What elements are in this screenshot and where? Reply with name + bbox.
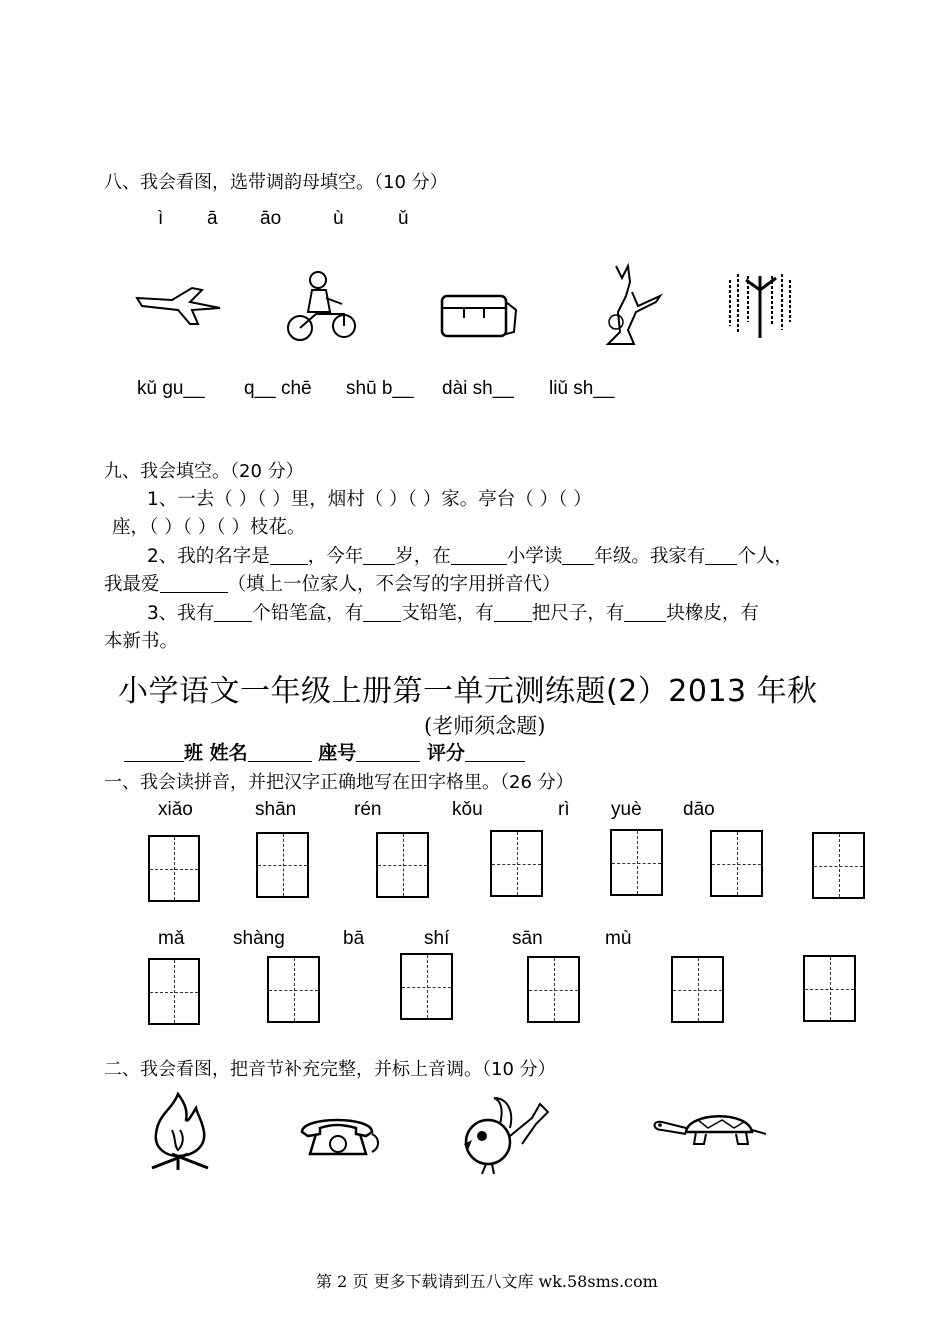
pinyin-ma: mǎ xyxy=(158,928,185,949)
fire-icon xyxy=(148,1090,212,1172)
kangaroo-icon xyxy=(598,262,664,350)
q3-text-a: 3、我有 xyxy=(147,603,215,624)
test-title: 小学语文一年级上册第一单元测练题(2）2013 年秋 xyxy=(118,674,818,709)
class-blank[interactable] xyxy=(124,742,184,762)
page-footer: 第 2 页 更多下载请到五八文库 wk.58sms.com xyxy=(316,1272,658,1291)
pinyin-san: sān xyxy=(512,928,543,949)
seat-label: 座号 xyxy=(318,742,357,764)
q2-text-a: 2、我的名字是 xyxy=(147,546,270,567)
school-bag-icon xyxy=(438,288,520,340)
class-label: 班 xyxy=(184,742,204,764)
pencil-blank[interactable] xyxy=(363,603,401,623)
section8-heading: 八、我会看图，选带调韵母填空。（10 分） xyxy=(104,172,448,193)
tianzige-box[interactable] xyxy=(490,830,543,897)
willow-tree-icon xyxy=(720,266,800,342)
pinyin-ba: bā xyxy=(343,928,365,949)
tianzige-box[interactable] xyxy=(148,958,200,1025)
tianzige-box[interactable] xyxy=(710,830,763,897)
option-u3: ǔ xyxy=(398,208,409,229)
option-u: ù xyxy=(333,208,344,229)
pinyin-yue: yuè xyxy=(611,799,642,820)
q3-line1 xyxy=(147,599,759,625)
pinyin-shang: shàng xyxy=(233,928,285,949)
pinyin-dao: dāo xyxy=(683,799,715,820)
answer-2: q__ chē xyxy=(244,378,312,399)
pinyin-xiao: xiǎo xyxy=(158,799,193,820)
pinyin-shan: shān xyxy=(255,799,297,820)
answer-4: dài sh__ xyxy=(442,378,514,399)
name-blank[interactable] xyxy=(270,546,308,566)
section9-heading: 九、我会填空。（20 分） xyxy=(104,461,304,482)
pinyin-kou: kǒu xyxy=(452,799,483,820)
answer-1: kǔ gu__ xyxy=(137,378,205,399)
q2-text-c: 岁，在 xyxy=(395,546,451,567)
q3-text-c: 支铅笔，有 xyxy=(401,603,494,624)
pinyin-mu: mù xyxy=(605,928,632,949)
school-blank[interactable] xyxy=(451,546,507,566)
family-count-blank[interactable] xyxy=(705,546,737,566)
q3-text-b: 个铅笔盒，有 xyxy=(252,603,364,624)
airplane-icon xyxy=(132,280,222,330)
ruler-blank[interactable] xyxy=(494,603,532,623)
q3-line2: 本新书。 xyxy=(104,631,179,652)
telephone-icon xyxy=(296,1108,382,1160)
score-label: 评分 xyxy=(426,742,465,764)
q2-text-e: 年级。我家有 xyxy=(594,546,706,567)
q3-text-e: 块橡皮，有 xyxy=(666,603,759,624)
seat-blank[interactable] xyxy=(356,742,420,762)
q2-text-g: 我最爱 xyxy=(104,574,160,595)
part1-heading: 一、我会读拼音，并把汉字正确地写在田字格里。（26 分） xyxy=(104,772,574,793)
part2-heading: 二、我会看图，把音节补充完整，并标上音调。（10 分） xyxy=(104,1059,556,1080)
tianzige-box[interactable] xyxy=(400,953,453,1020)
q2-text-h: （填上一位家人，不会写的字用拼音代） xyxy=(227,574,561,595)
tianzige-box[interactable] xyxy=(803,955,856,1022)
q1-line1: 1、一去（ ）（ ）里，烟村（ ）（ ）家。亭台（ ）（ ） xyxy=(147,489,592,510)
q2-text-f: 个人， xyxy=(737,546,793,567)
answer-5: liǔ sh__ xyxy=(549,378,615,399)
favorite-person-blank[interactable] xyxy=(160,574,228,594)
tianzige-box[interactable] xyxy=(148,835,200,902)
q3-text-d: 把尺子，有 xyxy=(531,603,625,624)
motorcycle-rider-icon xyxy=(282,268,362,348)
option-i: ì xyxy=(158,208,164,229)
student-info xyxy=(124,738,525,765)
tianzige-box[interactable] xyxy=(376,832,429,898)
tianzige-box[interactable] xyxy=(671,956,724,1023)
pencil-case-blank[interactable] xyxy=(214,603,252,623)
eraser-blank[interactable] xyxy=(624,603,666,623)
option-a: ā xyxy=(207,208,218,229)
option-ao: āo xyxy=(260,208,282,229)
test-subtitle: (老师须念题) xyxy=(424,714,546,738)
turtle-icon xyxy=(648,1106,768,1150)
tianzige-box[interactable] xyxy=(527,956,580,1023)
q2-text-d: 小学读 xyxy=(506,546,563,567)
answer-3: shū b__ xyxy=(346,378,414,399)
tianzige-box[interactable] xyxy=(812,832,865,899)
age-blank[interactable] xyxy=(363,546,395,566)
student-name-blank[interactable] xyxy=(248,742,312,762)
pinyin-ren: rén xyxy=(354,799,382,820)
tianzige-box[interactable] xyxy=(267,956,320,1023)
q2-line1 xyxy=(147,542,793,568)
pinyin-ri: rì xyxy=(558,799,570,820)
q2-text-b: ，今年 xyxy=(307,546,364,567)
grade-blank[interactable] xyxy=(562,546,594,566)
pinyin-shi: shí xyxy=(424,928,450,949)
q1-line2: 座，（ ）（ ）（ ）枝花。 xyxy=(112,517,306,538)
score-blank[interactable] xyxy=(465,742,525,762)
bird-icon xyxy=(460,1094,552,1176)
tianzige-box[interactable] xyxy=(256,832,309,898)
tianzige-box[interactable] xyxy=(610,829,663,896)
q2-line2 xyxy=(104,570,561,596)
name-label: 姓名 xyxy=(209,742,248,764)
